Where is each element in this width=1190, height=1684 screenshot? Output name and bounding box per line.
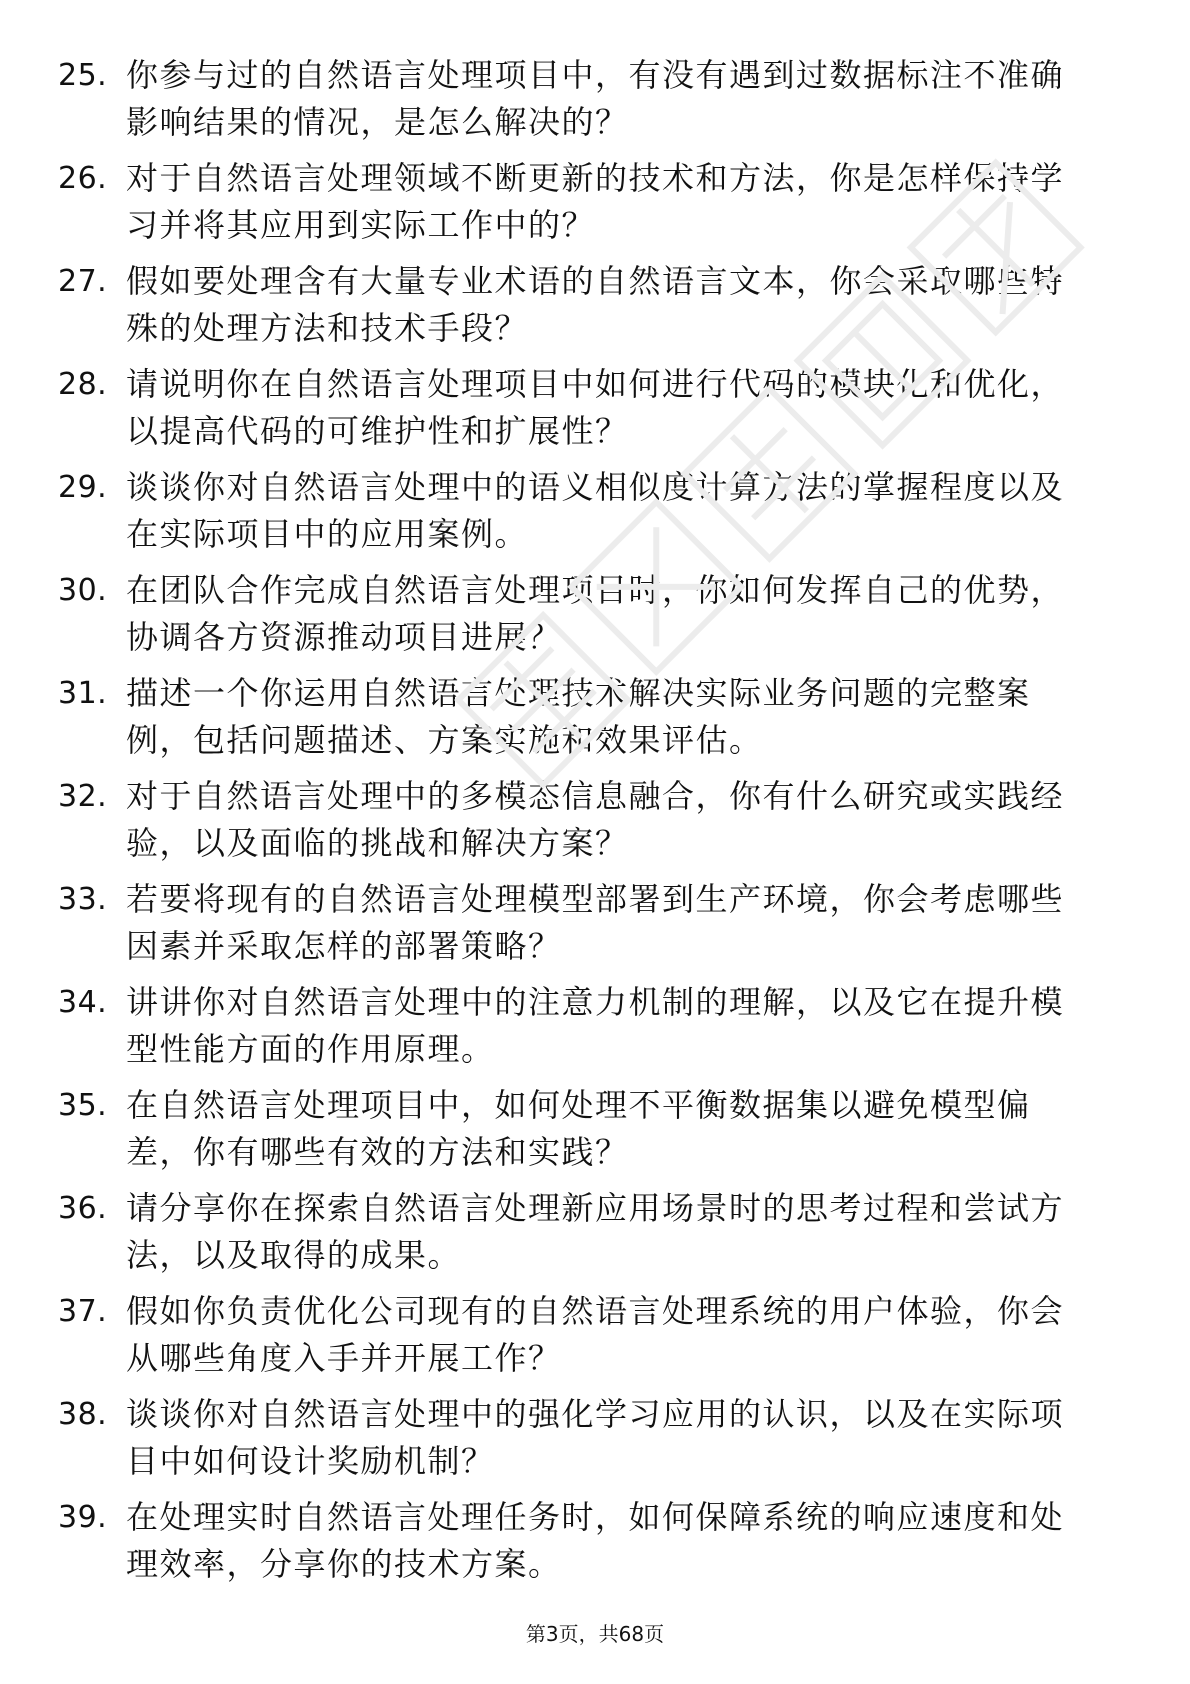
- question-text: [126, 464, 1176, 558]
- question-number: 38.: [58, 1397, 108, 1432]
- question-line: 在实际项目中的应用案例。: [126, 515, 529, 553]
- question-text: [126, 1082, 1176, 1176]
- question-number: 36.: [58, 1191, 108, 1226]
- question-line: 殊的处理方法和技术手段？: [126, 309, 529, 347]
- question-item-28: [58, 361, 1118, 464]
- question-item-29: [58, 464, 1118, 567]
- question-line: 对于自然语言处理领域不断更新的技术和方法，你是怎样保持学: [126, 159, 1065, 197]
- question-line: 你参与过的自然语言处理项目中，有没有遇到过数据标注不准确: [126, 56, 1065, 94]
- question-line: 在自然语言处理项目中，如何处理不平衡数据集以避免模型偏: [126, 1086, 1031, 1124]
- question-number: 31.: [58, 676, 108, 711]
- question-item-36: [58, 1185, 1118, 1288]
- question-line: 例，包括问题描述、方案实施和效果评估。: [126, 721, 763, 759]
- question-line: 理效率，分享你的技术方案。: [126, 1545, 562, 1583]
- question-text: [126, 567, 1176, 661]
- question-item-35: [58, 1082, 1118, 1185]
- question-text: [126, 52, 1176, 146]
- question-text: [126, 1185, 1176, 1279]
- question-item-27: [58, 258, 1118, 361]
- question-text: [126, 1288, 1176, 1382]
- question-line: 假如你负责优化公司现有的自然语言处理系统的用户体验，你会: [126, 1292, 1065, 1330]
- question-line: 讲讲你对自然语言处理中的注意力机制的理解，以及它在提升模: [126, 983, 1065, 1021]
- question-text: [126, 773, 1176, 867]
- question-line: 假如要处理含有大量专业术语的自然语言文本，你会采取哪些特: [126, 262, 1065, 300]
- question-number: 35.: [58, 1088, 108, 1123]
- question-number: 37.: [58, 1294, 108, 1329]
- question-line: 在团队合作完成自然语言处理项目时，你如何发挥自己的优势，: [126, 571, 1065, 609]
- question-line: 型性能方面的作用原理。: [126, 1030, 495, 1068]
- question-number: 25.: [58, 58, 108, 93]
- question-line: 习并将其应用到实际工作中的？: [126, 206, 596, 244]
- question-line: 影响结果的情况，是怎么解决的？: [126, 103, 629, 141]
- question-text: [126, 361, 1176, 455]
- page-footer: [0, 1620, 1190, 1648]
- question-item-30: [58, 567, 1118, 670]
- question-number: 30.: [58, 573, 108, 608]
- question-line: 谈谈你对自然语言处理中的强化学习应用的认识，以及在实际项: [126, 1395, 1065, 1433]
- question-item-33: [58, 876, 1118, 979]
- question-item-26: [58, 155, 1118, 258]
- question-line: 若要将现有的自然语言处理模型部署到生产环境，你会考虑哪些: [126, 880, 1065, 918]
- question-line: 请说明你在自然语言处理项目中如何进行代码的模块化和优化，: [126, 365, 1065, 403]
- question-line: 从哪些角度入手并开展工作？: [126, 1339, 562, 1377]
- question-text: [126, 1494, 1176, 1588]
- question-number: 27.: [58, 264, 108, 299]
- question-text: [126, 258, 1176, 352]
- question-line: 描述一个你运用自然语言处理技术解决实际业务问题的完整案: [126, 674, 1031, 712]
- question-list: [58, 52, 1118, 1597]
- question-item-38: [58, 1391, 1118, 1494]
- question-number: 32.: [58, 779, 108, 814]
- question-line: 对于自然语言处理中的多模态信息融合，你有什么研究或实践经: [126, 777, 1065, 815]
- question-item-39: [58, 1494, 1118, 1597]
- question-line: 差，你有哪些有效的方法和实践？: [126, 1133, 629, 1171]
- question-item-37: [58, 1288, 1118, 1391]
- question-number: 28.: [58, 367, 108, 402]
- question-item-34: [58, 979, 1118, 1082]
- question-line: 因素并采取怎样的部署策略？: [126, 927, 562, 965]
- question-number: 39.: [58, 1500, 108, 1535]
- page-number-label: 第3页，共68页: [525, 1622, 665, 1646]
- question-text: [126, 155, 1176, 249]
- question-item-32: [58, 773, 1118, 876]
- question-number: 33.: [58, 882, 108, 917]
- question-text: [126, 670, 1176, 764]
- question-item-31: [58, 670, 1118, 773]
- question-line: 法，以及取得的成果。: [126, 1236, 462, 1274]
- question-number: 29.: [58, 470, 108, 505]
- question-line: 请分享你在探索自然语言处理新应用场景时的思考过程和尝试方: [126, 1189, 1065, 1227]
- question-text: [126, 876, 1176, 970]
- question-line: 以提高代码的可维护性和扩展性？: [126, 412, 629, 450]
- question-text: [126, 979, 1176, 1073]
- question-line: 验，以及面临的挑战和解决方案？: [126, 824, 629, 862]
- question-text: [126, 1391, 1176, 1485]
- question-item-25: [58, 52, 1118, 155]
- question-line: 谈谈你对自然语言处理中的语义相似度计算方法的掌握程度以及: [126, 468, 1065, 506]
- question-number: 26.: [58, 161, 108, 196]
- question-line: 目中如何设计奖励机制？: [126, 1442, 495, 1480]
- question-line: 协调各方资源推动项目进展？: [126, 618, 562, 656]
- question-number: 34.: [58, 985, 108, 1020]
- question-line: 在处理实时自然语言处理任务时，如何保障系统的响应速度和处: [126, 1498, 1065, 1536]
